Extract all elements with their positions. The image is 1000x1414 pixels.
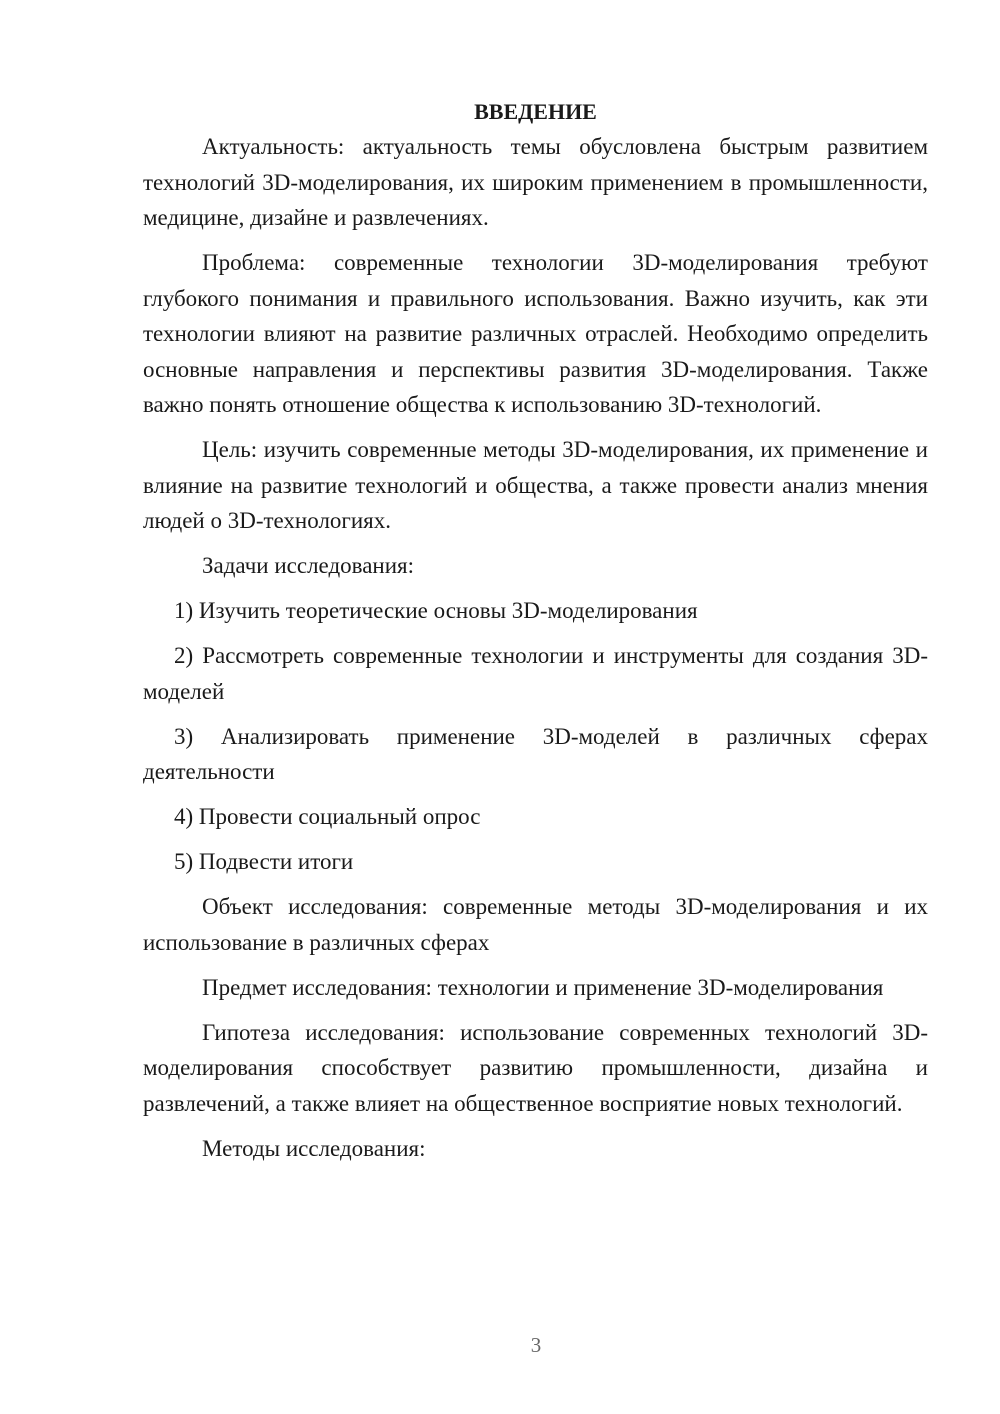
task-item-5: 5) Подвести итоги [174,849,354,874]
page-number: 3 [530,1333,542,1357]
methods-title: Методы исследования: [202,1135,426,1161]
relevance-paragraph: Актуальность: актуальность темы обусловлена быстрым развитием технологий 3D-моделирования, их широким применением в промышленности, медицине, дизайне и развлечениях. [143,134,928,230]
problem-paragraph: Проблема: современные технологии 3D-моделирования требуют глубокого понимания и правильного использования. Важно изучить, как эти технологии влияют на развитие различных отраслей. Необходимо определить основные направления и перспективы развития 3D-моделирования. Также важно понять отношение общества к использованию 3D-технологий. [143,250,928,417]
task-item-1: 1) Изучить теоретические основы 3D-моделирования [174,598,698,623]
hypothesis-paragraph: Гипотеза исследования: использование современных технологий 3D-моделирования способствует развитию промышленности, дизайна и развлечений, а также влияет на общественное восприятие новых технологий. [143,1019,928,1116]
task-item-2: 2) Рассмотреть современные технологии и инструменты для создания 3D-моделей [143,643,928,704]
section-heading: ВВЕДЕНИЕ [474,99,597,124]
task-item-4: 4) Провести социальный опрос [174,804,481,829]
page-content [143,94,928,1176]
tasks-title: Задачи исследования: [202,553,415,578]
subject-paragraph: Предмет исследования: технологии и применение 3D-моделирования [202,974,884,1000]
object-paragraph: Объект исследования: современные методы 3D-моделирования и их использование в различных сферах [143,894,928,955]
goal-paragraph: Цель: изучить современные методы 3D-моделирования, их применение и влияние на развитие технологий и общества, а также провести анализ мнения людей о 3D-технологиях. [143,437,928,533]
task-item-3: 3) Анализировать применение 3D-моделей в различных сферах деятельности [143,723,928,784]
